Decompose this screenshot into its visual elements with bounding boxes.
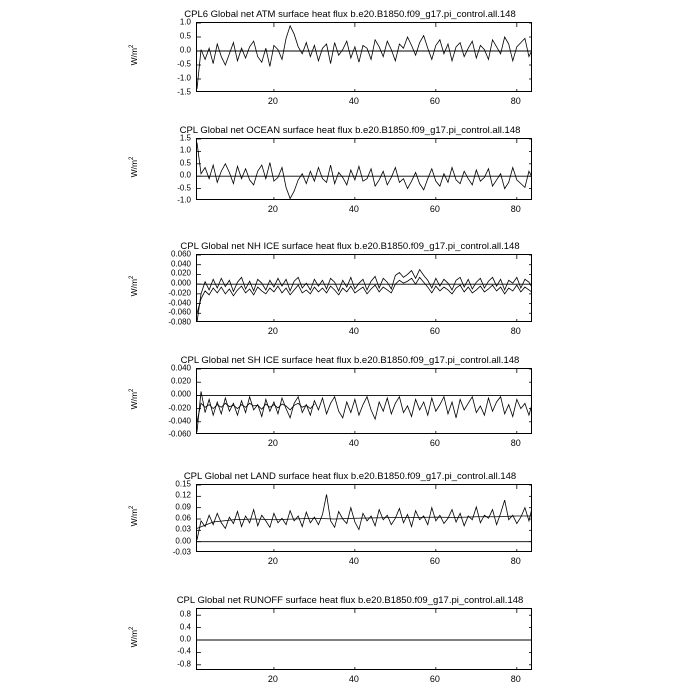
x-tick-label: 60 — [429, 438, 440, 448]
y-tick-label: -0.080 — [168, 317, 191, 327]
x-tick-label: 80 — [510, 438, 521, 448]
y-tick-label: -0.060 — [168, 429, 191, 439]
x-tick-label: 60 — [429, 326, 440, 336]
y-tick-label: 0.040 — [170, 259, 191, 269]
plot-canvas-nh-ice — [197, 255, 532, 322]
x-tick-label: 80 — [510, 96, 521, 106]
plot-canvas-sh-ice — [197, 369, 532, 434]
plot-frame-ocean — [196, 138, 532, 200]
y-tick-label: 0.5 — [179, 158, 191, 168]
x-tick-labels-ocean — [196, 204, 532, 218]
x-tick-label: 80 — [510, 674, 521, 684]
y-tick-labels-atm — [136, 17, 191, 97]
y-tick-label: 0.06 — [175, 513, 191, 523]
x-tick-label: 60 — [429, 204, 440, 214]
plot-canvas-runoff — [197, 609, 532, 670]
y-axis-label-text: W/m — [129, 47, 139, 66]
x-tick-labels-runoff — [196, 674, 532, 688]
y-tick-label: -0.020 — [168, 403, 191, 413]
y-tick-label: -0.060 — [168, 307, 191, 317]
x-tick-label: 80 — [510, 556, 521, 566]
y-tick-label: 0.12 — [175, 490, 191, 500]
panel-title-nh-ice: CPL Global net NH ICE surface heat flux b.e20.B1850.f09_g17.pi_control.all.148 — [180, 241, 520, 252]
x-tick-labels-atm — [196, 96, 532, 110]
y-tick-label: 0.0 — [179, 634, 191, 644]
x-tick-label: 80 — [510, 326, 521, 336]
y-tick-label: 1.0 — [179, 145, 191, 155]
y-tick-label: 0.0 — [179, 45, 191, 55]
y-tick-label: -0.040 — [168, 298, 191, 308]
plot-frame-atm — [196, 22, 532, 92]
y-axis-label-text: W/m — [129, 629, 139, 648]
y-tick-label: -0.03 — [172, 547, 191, 557]
y-tick-label: 0.5 — [179, 31, 191, 41]
data-series-ocean-0 — [197, 143, 532, 199]
y-tick-label: 0.000 — [170, 389, 191, 399]
x-tick-label: 20 — [267, 326, 278, 336]
y-tick-label: -0.040 — [168, 416, 191, 426]
y-tick-labels-nh-ice — [136, 249, 191, 327]
x-tick-label: 80 — [510, 204, 521, 214]
x-tick-label: 40 — [348, 326, 359, 336]
y-tick-label: 0.09 — [175, 502, 191, 512]
plot-canvas-ocean — [197, 139, 532, 200]
x-tick-label: 20 — [267, 96, 278, 106]
y-tick-label: -1.0 — [177, 195, 191, 205]
data-series-land-1 — [197, 516, 532, 528]
y-tick-label: 1.0 — [179, 17, 191, 27]
y-tick-labels-sh-ice — [136, 363, 191, 439]
x-tick-label: 60 — [429, 556, 440, 566]
x-tick-label: 40 — [348, 96, 359, 106]
plot-canvas-atm — [197, 23, 532, 92]
y-tick-label: 0.060 — [170, 249, 191, 259]
data-series-atm-0 — [197, 26, 532, 89]
x-tick-label: 20 — [267, 438, 278, 448]
y-tick-label: -1.0 — [177, 73, 191, 83]
y-tick-label: -0.4 — [177, 646, 191, 656]
y-axis-label-exponent: 2 — [129, 156, 136, 160]
x-tick-labels-land — [196, 556, 532, 570]
y-tick-label: -1.5 — [177, 87, 191, 97]
y-tick-labels-runoff — [136, 608, 191, 670]
y-axis-label-text: W/m — [129, 508, 139, 527]
y-tick-label: 0.15 — [175, 479, 191, 489]
y-axis-label-text: W/m — [129, 159, 139, 178]
y-tick-label: 0.8 — [179, 609, 191, 619]
x-tick-labels-sh-ice — [196, 438, 532, 452]
x-tick-label: 40 — [348, 438, 359, 448]
plot-frame-runoff — [196, 608, 532, 670]
panel-title-runoff: CPL Global net RUNOFF surface heat flux b.e20.B1850.f09_g17.pi_control.all.148 — [176, 595, 524, 606]
panel-title-atm: CPL6 Global net ATM surface heat flux b.e20.B1850.f09_g17.pi_control.all.148 — [184, 9, 516, 20]
plot-frame-sh-ice — [196, 368, 532, 434]
panel-title-land: CPL Global net LAND surface heat flux b.e20.B1850.f09_g17.pi_control.all.148 — [183, 471, 517, 482]
y-tick-label: 1.5 — [179, 133, 191, 143]
y-tick-label: 0.03 — [175, 524, 191, 534]
y-tick-labels-land — [136, 479, 191, 557]
y-tick-label: 0.00 — [175, 536, 191, 546]
x-tick-label: 60 — [429, 674, 440, 684]
y-axis-label-text: W/m — [129, 278, 139, 297]
x-tick-label: 40 — [348, 674, 359, 684]
plot-frame-nh-ice — [196, 254, 532, 322]
x-tick-label: 40 — [348, 204, 359, 214]
x-tick-label: 40 — [348, 556, 359, 566]
plot-canvas-land — [197, 485, 532, 552]
y-axis-label-exponent: 2 — [129, 44, 136, 48]
y-tick-label: -0.8 — [177, 659, 191, 669]
y-axis-label-exponent: 2 — [129, 275, 136, 279]
x-tick-labels-nh-ice — [196, 326, 532, 340]
x-tick-label: 60 — [429, 96, 440, 106]
data-series-nh-ice-0 — [197, 270, 532, 322]
y-tick-label: -0.5 — [177, 183, 191, 193]
data-series-sh-ice-0 — [197, 391, 532, 431]
y-axis-label-exponent: 2 — [129, 626, 136, 630]
y-tick-label: 0.040 — [170, 363, 191, 373]
x-tick-label: 20 — [267, 556, 278, 566]
y-axis-label-exponent: 2 — [129, 388, 136, 392]
data-series-sh-ice-1 — [197, 403, 314, 421]
y-tick-label: 0.0 — [179, 170, 191, 180]
y-axis-label-text: W/m — [129, 391, 139, 410]
y-tick-label: -0.020 — [168, 288, 191, 298]
x-tick-label: 20 — [267, 674, 278, 684]
y-tick-label: 0.020 — [170, 376, 191, 386]
panel-title-sh-ice: CPL Global net SH ICE surface heat flux b.e20.B1850.f09_g17.pi_control.all.148 — [180, 355, 520, 366]
y-tick-label: -0.5 — [177, 59, 191, 69]
y-tick-label: 0.4 — [179, 622, 191, 632]
x-tick-label: 20 — [267, 204, 278, 214]
y-axis-label-exponent: 2 — [129, 505, 136, 509]
panel-title-ocean: CPL Global net OCEAN surface heat flux b.e20.B1850.f09_g17.pi_control.all.148 — [179, 125, 521, 136]
y-tick-label: 0.020 — [170, 268, 191, 278]
y-tick-label: 0.000 — [170, 278, 191, 288]
y-tick-labels-ocean — [136, 133, 191, 205]
plot-frame-land — [196, 484, 532, 552]
